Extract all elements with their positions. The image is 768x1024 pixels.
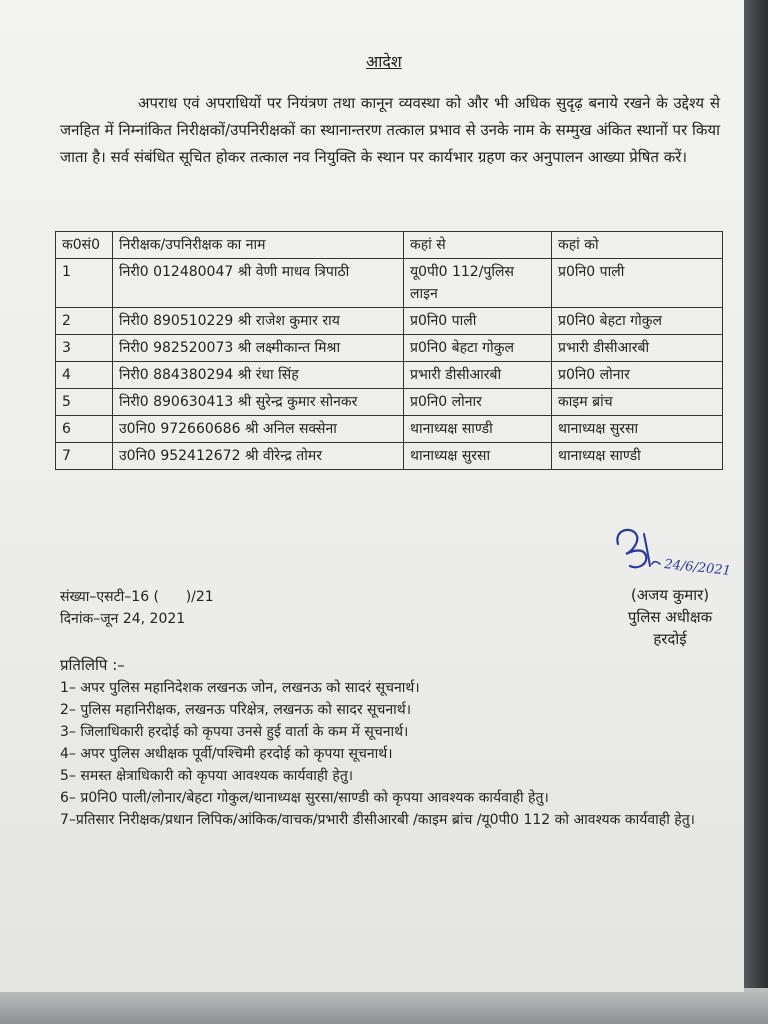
header-to: कहां को (552, 232, 723, 259)
cell-serial: 1 (56, 259, 113, 308)
list-item: 5– समस्त क्षेत्राधिकारी को कृपया आवश्यक कार्यवाही हेतु। (60, 768, 354, 784)
header-name: निरीक्षक/उपनिरीक्षक का नाम (113, 232, 404, 259)
cell-from: प्रभारी डीसीआरबी (404, 362, 552, 389)
cell-from: प्र0नि0 बेहटा गोकुल (404, 335, 552, 362)
header-from: कहां से (404, 232, 552, 259)
document-title: आदेश (366, 52, 402, 71)
cell-to: प्र0नि0 पाली (552, 259, 723, 308)
cell-to: थानाध्यक्ष सुरसा (552, 416, 723, 443)
signatory-block (604, 584, 736, 650)
background-surface-right (742, 0, 768, 1024)
cell-name: निरी0 884380294 श्री रंधा सिंह (113, 362, 404, 389)
table-row (56, 443, 723, 470)
reference-block (60, 586, 214, 630)
cell-to: प्र0नि0 बेहटा गोकुल (552, 308, 723, 335)
reference-number: संख्या–एसटी–16 ( )/21 (60, 589, 214, 605)
cell-from: प्र0नि0 लोनार (404, 389, 552, 416)
cell-serial: 7 (56, 443, 113, 470)
cell-name: उ0नि0 952412672 श्री वीरेन्द्र तोमर (113, 443, 404, 470)
cell-to: प्रभारी डीसीआरबी (552, 335, 723, 362)
cell-serial: 6 (56, 416, 113, 443)
cell-name: उ0नि0 972660686 श्री अनिल सक्सेना (113, 416, 404, 443)
cell-from: थानाध्यक्ष सुरसा (404, 443, 552, 470)
cell-name: निरी0 890510229 श्री राजेश कुमार राय (113, 308, 404, 335)
list-item: 1– अपर पुलिस महानिदेशक लखनऊ जोन, लखनऊ को सादरं सूचनार्थ। (60, 680, 420, 696)
cell-name: निरी0 982520073 श्री लक्ष्मीकान्त मिश्रा (113, 335, 404, 362)
signature-date: 24/6/2021 (663, 557, 732, 579)
cell-name: निरी0 890630413 श्री सुरेन्द्र कुमार सोनकर (113, 389, 404, 416)
signatory-name: (अजय कुमार) (630, 586, 710, 604)
cell-from: यू0पी0 112/पुलिस लाइन (404, 259, 552, 308)
background-surface-bottom (0, 988, 768, 1024)
table-row (56, 389, 723, 416)
transfer-table (55, 231, 723, 470)
list-item: 4– अपर पुलिस अधीक्षक पूर्वी/पश्चिमी हरदोई को कृपया सूचनार्थ। (60, 746, 393, 762)
cell-from: थानाध्यक्ष साण्डी (404, 416, 552, 443)
cell-name: निरी0 012480047 श्री वेणी माधव त्रिपाठी (113, 259, 404, 308)
copy-list (60, 677, 736, 831)
cell-serial: 2 (56, 308, 113, 335)
list-item: 7–प्रतिसार निरीक्षक/प्रधान लिपिक/आंकिक/वाचक/प्रभारी डीसीआरबी /काइम ब्रांच /यू0पी0 112 को आवश्यक कार्यवाही हेतु। (60, 812, 695, 828)
header-serial: क0सं0 (56, 232, 113, 259)
order-paragraph: अपराध एवं अपराधियों पर नियंत्रण तथा कानून व्यवस्था को और भी अधिक सुदृढ़ बनाये रखने के उद्देश्य से जनहित में निम्नांकित निरीक्षकों/उपनिरीक्षकों का स्थानान्तरण तत्काल प्रभाव से उनके नाम के सम्मुख अंकित स्थानों पर किया जाता है। सर्व संबंधित सूचित होकर तत्काल नव नियुक्ति के स्थान पर कार्यभार ग्रहण कर अनुपालन आख्या प्रेषित करें। (60, 94, 720, 166)
list-item: 3– जिलाधिकारी हरदोई को कृपया उनसे हुई वार्ता के कम में सूचनार्थ। (60, 724, 409, 740)
signatory-designation: पुलिस अधीक्षक (627, 608, 713, 626)
table-row (56, 308, 723, 335)
table-row (56, 362, 723, 389)
table-row (56, 259, 723, 308)
cell-from: प्र0नि0 पाली (404, 308, 552, 335)
table-row (56, 416, 723, 443)
list-item: 2– पुलिस महानिरीक्षक, लखनऊ परिक्षेत्र, लखनऊ को सादर सूचनार्थ। (60, 702, 412, 718)
cell-serial: 3 (56, 335, 113, 362)
cell-to: थानाध्यक्ष साण्डी (552, 443, 723, 470)
cell-to: प्र0नि0 लोनार (552, 362, 723, 389)
signatory-district: हरदोई (653, 630, 687, 648)
cell-to: काइम ब्रांच (552, 389, 723, 416)
cell-serial: 5 (56, 389, 113, 416)
copy-heading: प्रतिलिपि :– (60, 656, 125, 674)
cell-serial: 4 (56, 362, 113, 389)
list-item: 6– प्र0नि0 पाली/लोनार/बेहटा गोकुल/थानाध्यक्ष सुरसा/साण्डी को कृपया आवश्यक कार्यवाही हेतु। (60, 790, 549, 806)
reference-date: दिनांक–जून 24, 2021 (60, 611, 186, 627)
table-header-row (56, 232, 723, 259)
handwritten-signature (600, 520, 750, 580)
table-row (56, 335, 723, 362)
